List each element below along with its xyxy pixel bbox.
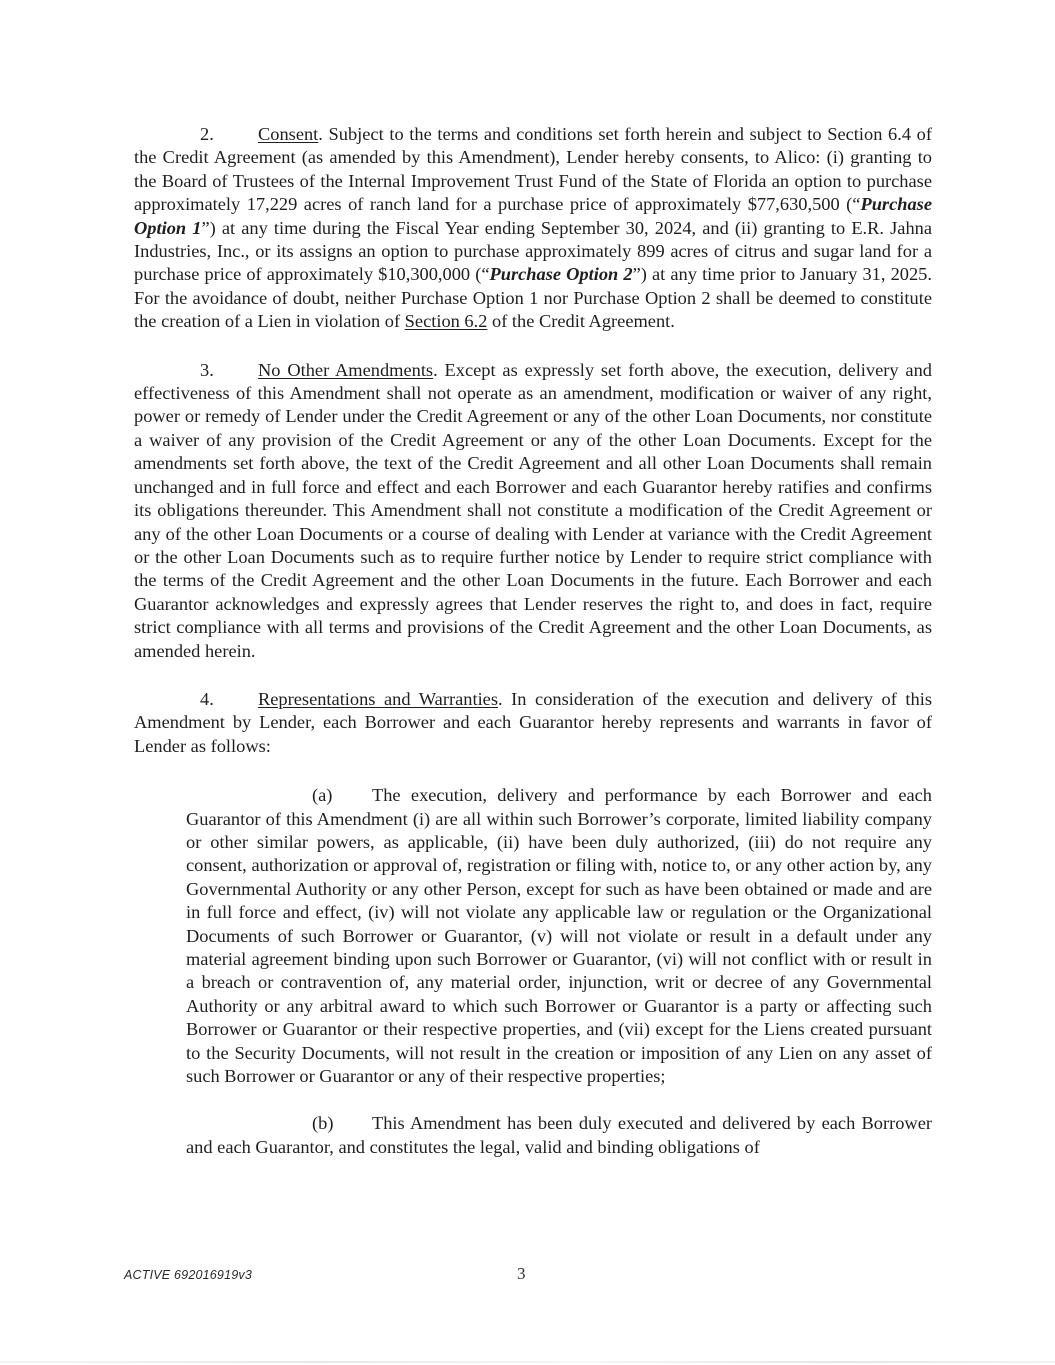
section-3-no-other-amendments [134, 359, 932, 663]
section-text: of the Credit Agreement. [487, 311, 675, 332]
subsection-label: (b) [312, 1113, 334, 1134]
document-body [134, 123, 932, 1159]
section-text: ”) at any time prior to January 31, 2025. For the avoidance of doubt, neither Purchase Option 1 nor Purchase Option 2 shall be deemed to constitute the creation of a Lien in violation of [134, 264, 932, 332]
subsection-text: The execution, delivery and performance by each Borrower and each Guarantor of this Amendment (i) are all within such Borrower’s corporate, limited liability company or other similar powers, as applicable, (ii) have been duly authorized, (iii) do not require any consent, authorization or approval of, registration or filing with, notice to, or any other action by, any Governmental Authority or any other Person, except for such as have been obtained or made and are in full force and effect, (iv) will not violate any applicable law or regulation or the Organizational Documents of such Borrower or Guarantor, (v) will not violate or result in a default under any material agreement binding upon such Borrower or Guarantor, (vi) will not conflict with or result in a breach or contravention of, any material order, injunction, writ or decree of any Governmental Authority or any arbitral award to which such Borrower or Guarantor is a party or affecting such Borrower or Guarantor or their respective properties, and (vii) except for the Liens created pursuant to the Security Documents, will not result in the creation or imposition of any Lien on any asset of such Borrower or Guarantor or any of their respective properties; [186, 785, 932, 1087]
scan-edge [0, 1361, 1055, 1363]
subsection-a [186, 784, 932, 1088]
section-number: 4. [200, 688, 214, 709]
section-number: 2. [200, 124, 214, 144]
document-id: ACTIVE 692016919v3 [124, 1268, 252, 1282]
section-number: 3. [200, 359, 214, 380]
page-number: 3 [517, 1264, 526, 1283]
section-text: . In consideration of the execution and delivery of this Amendment by Lender, each Borrower and each Guarantor hereby represents and warrants in favor of Lender as follows: [134, 688, 932, 756]
defined-term: Purchase Option 1 [134, 194, 932, 238]
section-heading: Consent [258, 124, 319, 144]
defined-term: Purchase Option 2 [489, 264, 633, 285]
section-4-representations [134, 688, 932, 758]
subsection-label: (a) [312, 785, 333, 806]
section-text: . Except as expressly set forth above, the execution, delivery and effectiveness of this Amendment shall not operate as an amendment, modification or waiver of any right, power or remedy of Lender under the Credit Agreement or any of the other Loan Documents, nor constitute a waiver of any provision of the Credit Agreement or any of the other Loan Documents. Except for the amendments set forth above, the text of the Credit Agreement and all other Loan Documents shall remain unchanged and in full force and effect and each Borrower and each Guarantor hereby ratifies and confirms its obligations thereunder. This Amendment shall not constitute a modification of the Credit Agreement or any of the other Loan Documents or a course of dealing with Lender at variance with the Credit Agreement or the other Loan Documents such as to require further notice by Lender to require strict compliance with the terms of the Credit Agreement and the other Loan Documents in the future. Each Borrower and each Guarantor acknowledges and expressly agrees that Lender reserves the right to, and does in fact, require strict compliance with all terms and provisions of the Credit Agreement and the other Loan Documents, as amended herein. [134, 359, 932, 661]
subsection-text: This Amendment has been duly executed and delivered by each Borrower and each Guarantor, and constitutes the legal, valid and binding obligations of [186, 1113, 932, 1157]
section-2-consent [134, 123, 932, 334]
section-text: . Subject to the terms and conditions set forth herein and subject to Section 6.4 of the Credit Agreement (as amended by this Amendment), Lender hereby consents, to Alico: (i) granting to the Board of Trustees of the Internal Improvement Trust Fund of the State of Florida an option to purchase approximately 17,229 acres of ranch land for a purchase price of approximately $77,630,500 (“ [134, 124, 932, 215]
subsection-b [186, 1112, 932, 1159]
section-text: ”) at any time during the Fiscal Year ending September 30, 2024, and (ii) granting to E.R. Jahna Industries, Inc., or its assigns an option to purchase approximately 899 acres of citrus and sugar land for a purchase price of approximately $10,300,000 (“ [134, 217, 932, 285]
section-reference: Section 6.2 [404, 311, 488, 332]
section-heading: No Other Amendments [258, 359, 434, 380]
section-heading: Representations and Warranties [258, 688, 498, 709]
